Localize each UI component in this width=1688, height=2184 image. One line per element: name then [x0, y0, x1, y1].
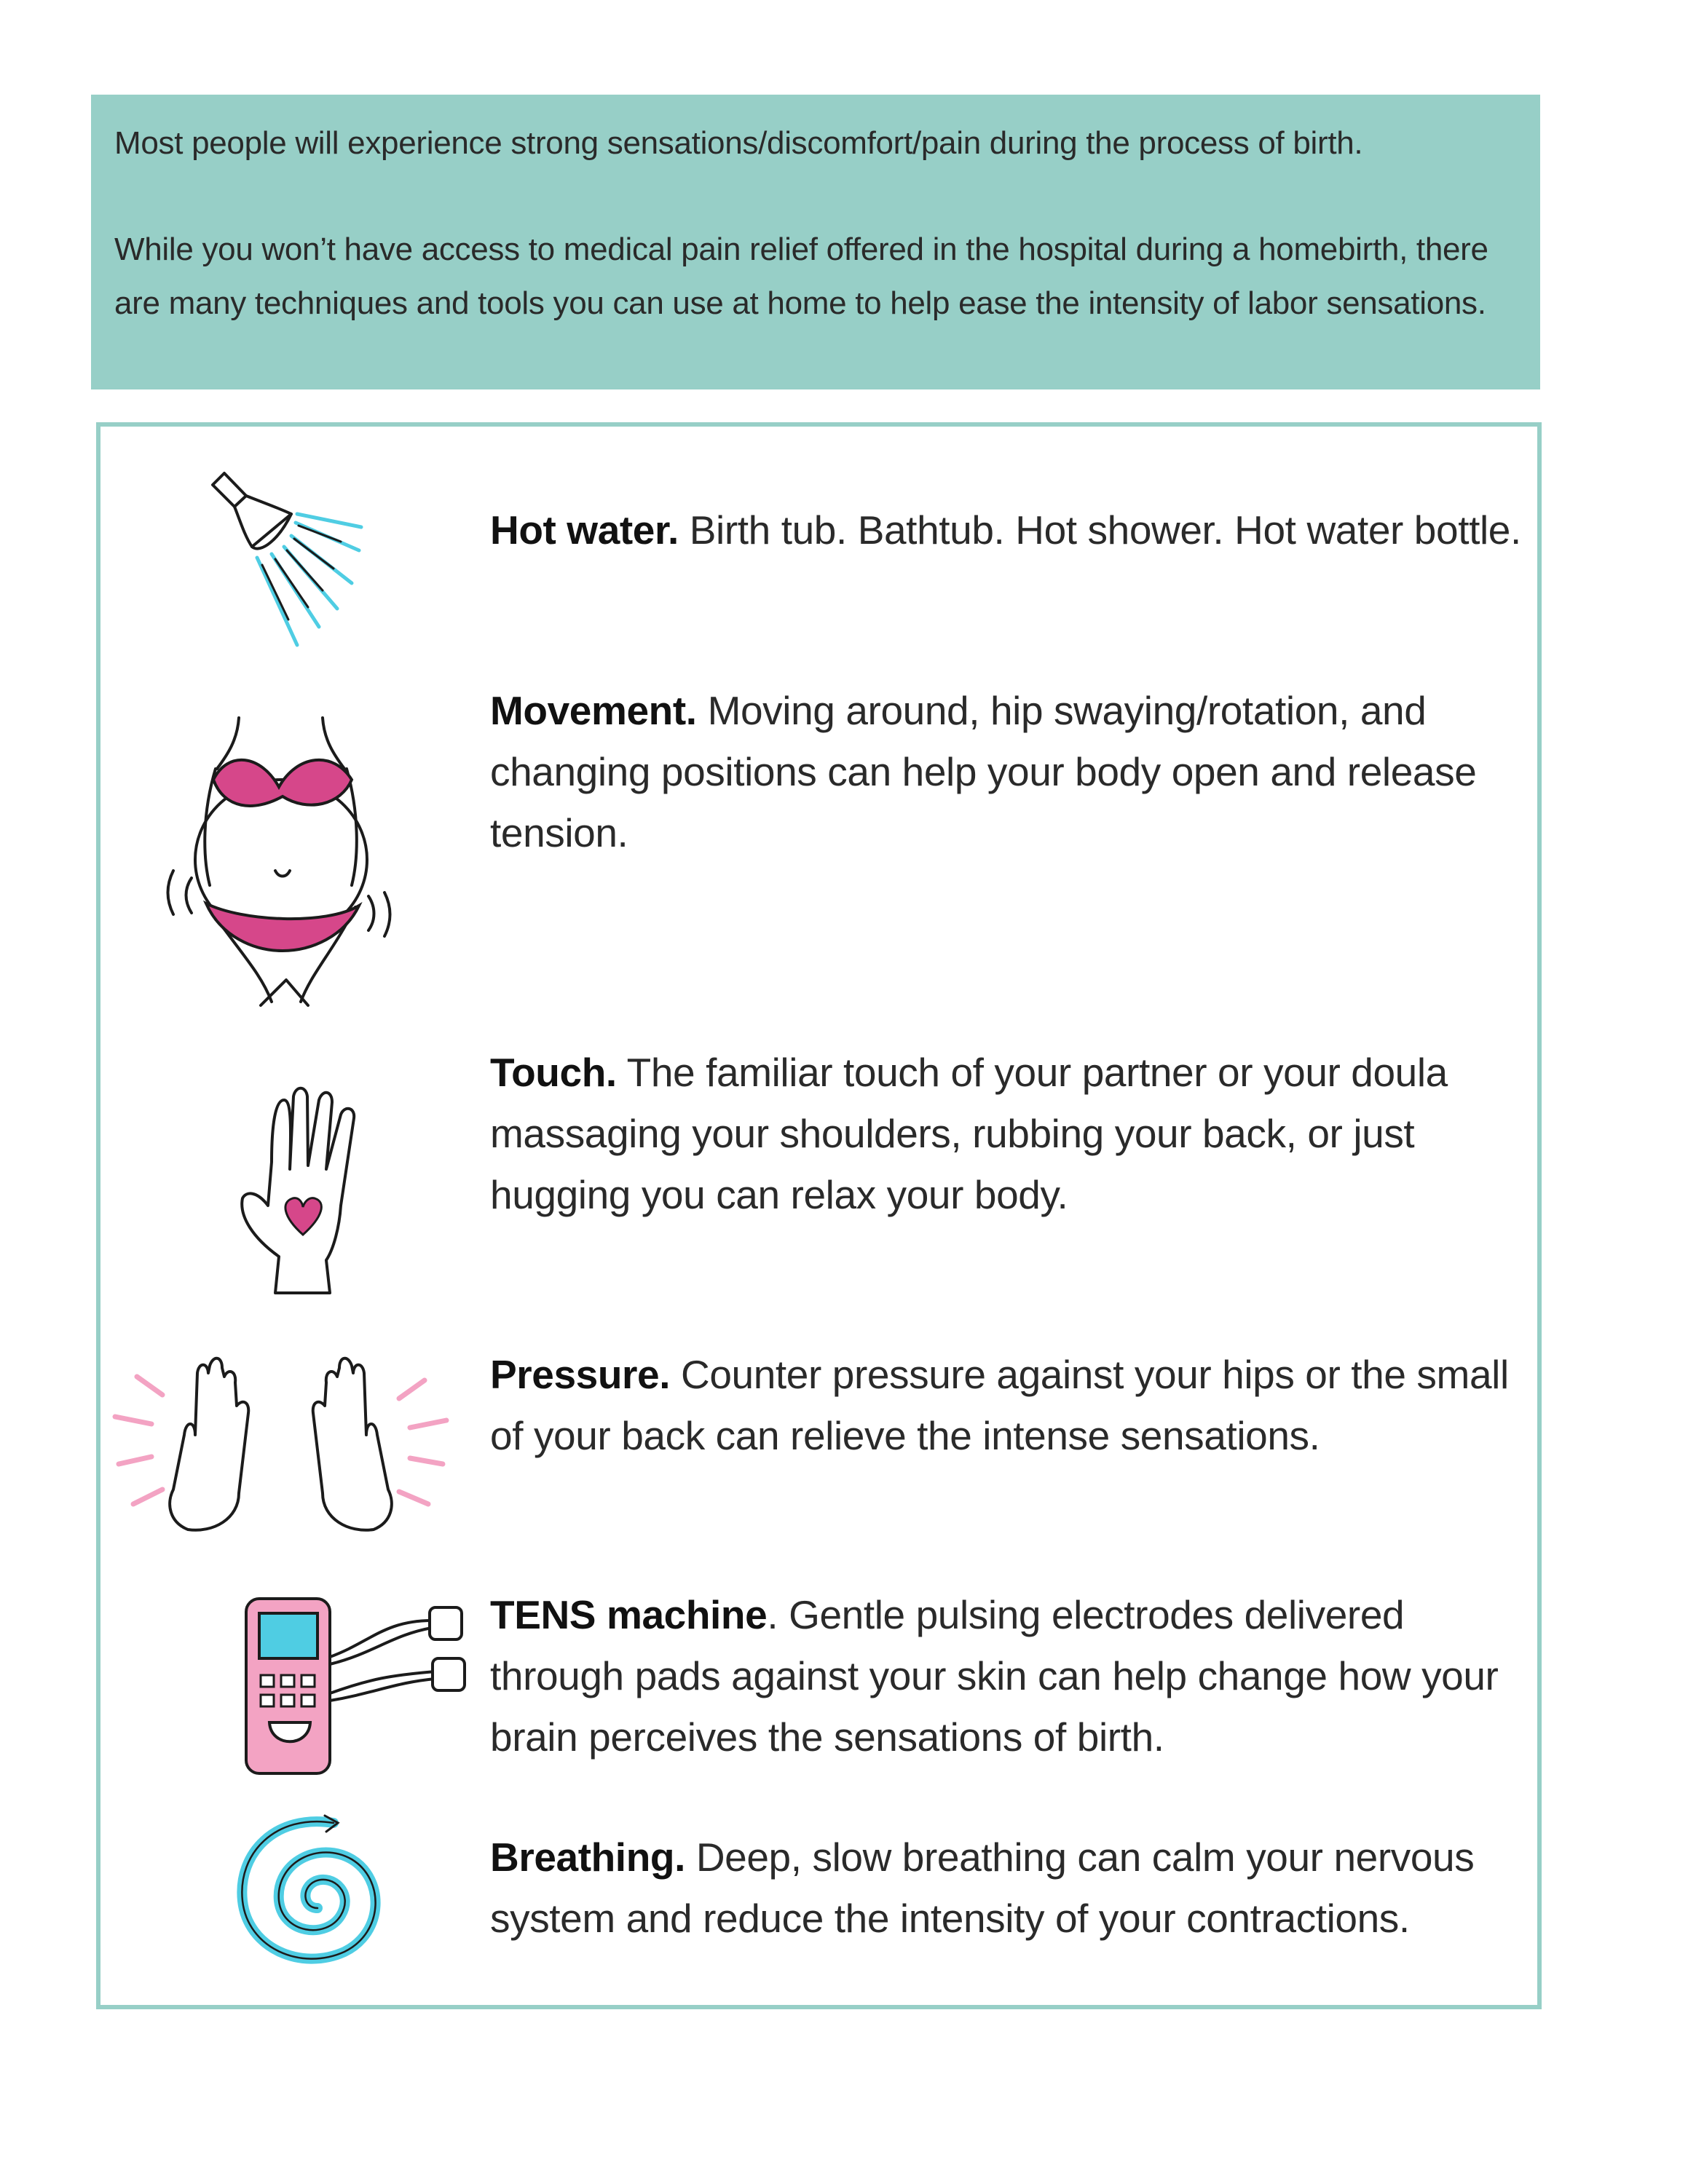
technique-heading: Hot water.	[490, 507, 679, 553]
intro-callout	[91, 95, 1540, 389]
technique-pressure	[490, 1344, 1539, 1466]
technique-heading: Movement.	[490, 688, 697, 733]
technique-body: The familiar touch of your partner or your doula massaging your shoulders, rubbing your back, or just hugging you can relax your body.	[490, 1050, 1448, 1217]
technique-body: Birth tub. Bathtub. Hot shower. Hot water bottle.	[678, 507, 1521, 553]
technique-movement	[490, 680, 1539, 863]
technique-heading: Pressure.	[490, 1352, 671, 1397]
technique-body: Deep, slow breathing can calm your nervous system and reduce the intensity of your contractions.	[490, 1835, 1475, 1941]
technique-touch	[490, 1042, 1539, 1225]
technique-heading: Breathing.	[490, 1835, 685, 1880]
technique-body: Moving around, hip swaying/rotation, and changing positions can help your body open and release tension.	[490, 688, 1477, 855]
techniques-panel	[96, 422, 1542, 2009]
technique-heading: TENS machine	[490, 1592, 768, 1637]
technique-heading: Touch.	[490, 1050, 617, 1095]
pregnant-belly-icon	[151, 711, 414, 1016]
hand-heart-icon	[232, 1082, 377, 1300]
intro-line-2: While you won’t have access to medical pain relief offered in the hospital during a homebirth, there are many techniques and tools you can use at home to help ease the intensity of labor sensations.	[114, 232, 1488, 321]
pressing-hands-icon	[104, 1348, 454, 1537]
technique-tens-machine	[490, 1584, 1539, 1768]
shower-head-icon	[202, 463, 370, 667]
technique-body: . Gentle pulsing electrodes delivered through pads against your skin can help change how your brain perceives the sensations of birth.	[490, 1592, 1499, 1760]
technique-hot-water	[490, 499, 1539, 561]
technique-breathing	[490, 1827, 1539, 1949]
spiral-breath-icon	[232, 1810, 399, 1977]
intro-line-1: Most people will experience strong sensations/discomfort/pain during the process of birth.	[114, 125, 1363, 161]
technique-body: Counter pressure against your hips or the small of your back can relieve the intense sensations.	[490, 1352, 1509, 1458]
tens-machine-icon	[239, 1591, 472, 1781]
